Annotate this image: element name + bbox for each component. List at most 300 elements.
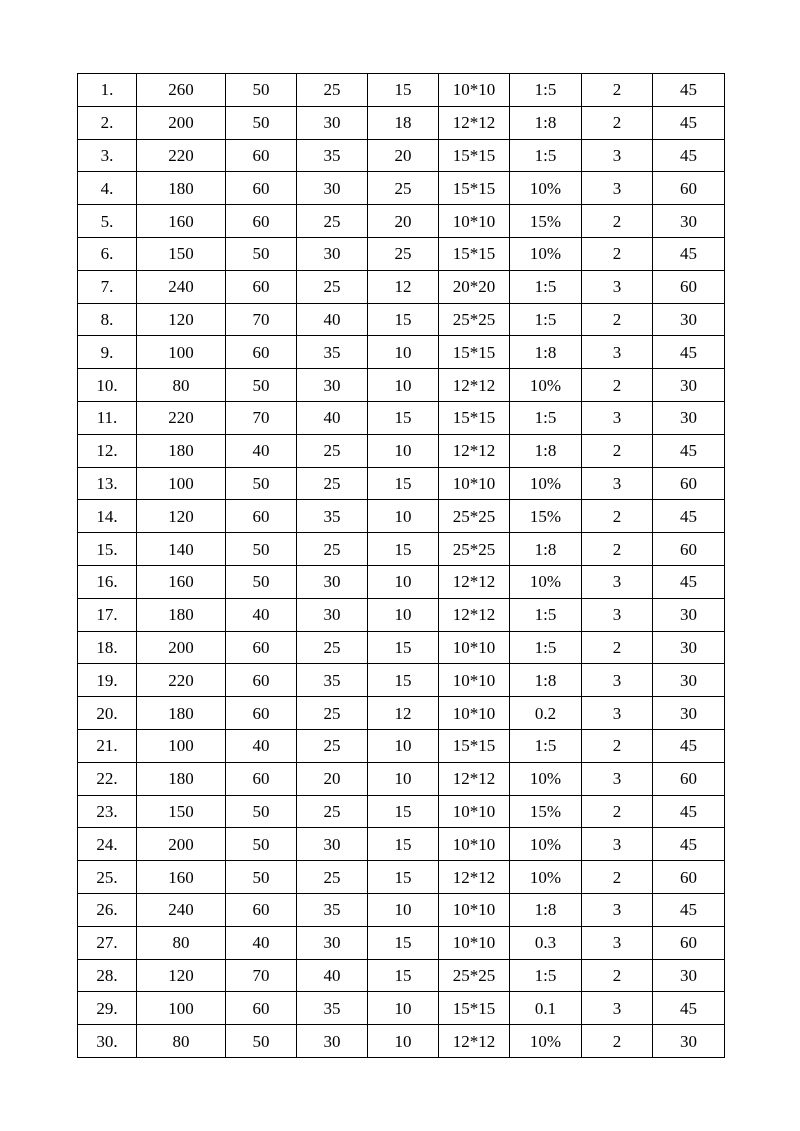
table-cell-col-5: 12 — [368, 270, 439, 303]
table-cell-col-9: 45 — [653, 729, 725, 762]
table-cell-col-4: 25 — [297, 729, 368, 762]
table-cell-col-7: 1:5 — [510, 139, 582, 172]
table-cell-col-7: 10% — [510, 172, 582, 205]
table-cell-col-6: 12*12 — [439, 861, 510, 894]
table-row — [78, 795, 725, 828]
table-cell-col-5: 10 — [368, 762, 439, 795]
table-cell-col-9: 45 — [653, 74, 725, 107]
table-cell-col-3: 60 — [226, 762, 297, 795]
table-cell-col-8: 2 — [582, 959, 653, 992]
table-cell-col-6: 20*20 — [439, 270, 510, 303]
table-cell-col-5: 20 — [368, 205, 439, 238]
table-cell-col-2: 100 — [137, 729, 226, 762]
table-cell-col-8: 2 — [582, 631, 653, 664]
table-cell-col-3: 60 — [226, 664, 297, 697]
table-cell-row-number: 16. — [78, 565, 137, 598]
table-cell-col-2: 180 — [137, 172, 226, 205]
table-row — [78, 434, 725, 467]
table-cell-col-5: 10 — [368, 598, 439, 631]
table-row — [78, 565, 725, 598]
table-cell-col-7: 10% — [510, 237, 582, 270]
table-cell-col-2: 200 — [137, 631, 226, 664]
table-cell-col-6: 12*12 — [439, 1025, 510, 1058]
table-cell-col-8: 2 — [582, 729, 653, 762]
table-cell-col-4: 30 — [297, 369, 368, 402]
data-table — [77, 73, 725, 1058]
table-cell-col-5: 10 — [368, 369, 439, 402]
table-cell-col-7: 1:8 — [510, 106, 582, 139]
table-cell-col-4: 30 — [297, 565, 368, 598]
table-cell-col-7: 0.3 — [510, 926, 582, 959]
table-cell-col-7: 15% — [510, 795, 582, 828]
table-cell-col-4: 25 — [297, 861, 368, 894]
table-cell-col-2: 80 — [137, 926, 226, 959]
table-cell-col-4: 30 — [297, 828, 368, 861]
table-cell-col-3: 40 — [226, 926, 297, 959]
table-cell-col-9: 60 — [653, 467, 725, 500]
table-cell-col-5: 18 — [368, 106, 439, 139]
table-cell-row-number: 29. — [78, 992, 137, 1025]
table-row — [78, 74, 725, 107]
table-cell-col-4: 40 — [297, 959, 368, 992]
table-cell-col-8: 3 — [582, 270, 653, 303]
table-cell-col-3: 50 — [226, 74, 297, 107]
table-cell-col-3: 60 — [226, 500, 297, 533]
table-cell-col-3: 70 — [226, 303, 297, 336]
table-cell-col-8: 3 — [582, 992, 653, 1025]
table-cell-col-6: 10*10 — [439, 664, 510, 697]
table-cell-col-9: 30 — [653, 1025, 725, 1058]
table-cell-col-7: 10% — [510, 369, 582, 402]
table-cell-row-number: 23. — [78, 795, 137, 828]
table-cell-col-6: 15*15 — [439, 237, 510, 270]
table-cell-col-2: 180 — [137, 762, 226, 795]
table-cell-row-number: 10. — [78, 369, 137, 402]
table-cell-col-2: 260 — [137, 74, 226, 107]
table-cell-col-8: 3 — [582, 598, 653, 631]
table-cell-col-9: 30 — [653, 697, 725, 730]
table-cell-row-number: 25. — [78, 861, 137, 894]
table-cell-row-number: 12. — [78, 434, 137, 467]
table-cell-col-8: 2 — [582, 205, 653, 238]
table-cell-col-2: 120 — [137, 303, 226, 336]
table-cell-col-6: 25*25 — [439, 533, 510, 566]
table-row — [78, 861, 725, 894]
table-cell-col-5: 15 — [368, 74, 439, 107]
table-cell-col-2: 200 — [137, 828, 226, 861]
table-cell-row-number: 4. — [78, 172, 137, 205]
table-cell-col-7: 0.1 — [510, 992, 582, 1025]
table-cell-col-4: 35 — [297, 139, 368, 172]
table-cell-col-2: 150 — [137, 795, 226, 828]
table-cell-row-number: 15. — [78, 533, 137, 566]
table-cell-row-number: 13. — [78, 467, 137, 500]
table-cell-row-number: 30. — [78, 1025, 137, 1058]
table-cell-col-8: 2 — [582, 74, 653, 107]
table-cell-col-2: 180 — [137, 434, 226, 467]
table-cell-col-6: 10*10 — [439, 795, 510, 828]
table-row — [78, 664, 725, 697]
table-cell-col-9: 30 — [653, 303, 725, 336]
table-cell-col-7: 10% — [510, 762, 582, 795]
table-cell-col-4: 35 — [297, 336, 368, 369]
table-cell-col-2: 100 — [137, 467, 226, 500]
table-cell-row-number: 22. — [78, 762, 137, 795]
table-cell-col-9: 30 — [653, 631, 725, 664]
table-cell-col-2: 200 — [137, 106, 226, 139]
table-cell-col-5: 15 — [368, 533, 439, 566]
table-cell-col-6: 10*10 — [439, 926, 510, 959]
table-cell-col-8: 2 — [582, 861, 653, 894]
table-cell-col-2: 160 — [137, 861, 226, 894]
table-row — [78, 303, 725, 336]
table-row — [78, 598, 725, 631]
table-cell-col-6: 10*10 — [439, 205, 510, 238]
table-cell-col-8: 3 — [582, 762, 653, 795]
table-cell-col-9: 45 — [653, 139, 725, 172]
table-cell-col-3: 50 — [226, 533, 297, 566]
table-cell-col-2: 240 — [137, 270, 226, 303]
table-cell-col-4: 20 — [297, 762, 368, 795]
table-cell-col-5: 10 — [368, 565, 439, 598]
table-cell-row-number: 11. — [78, 401, 137, 434]
table-cell-col-6: 15*15 — [439, 729, 510, 762]
table-cell-col-9: 60 — [653, 926, 725, 959]
table-cell-row-number: 5. — [78, 205, 137, 238]
table-cell-col-2: 160 — [137, 205, 226, 238]
table-row — [78, 1025, 725, 1058]
table-cell-col-6: 10*10 — [439, 893, 510, 926]
table-cell-col-3: 60 — [226, 205, 297, 238]
table-cell-col-8: 3 — [582, 926, 653, 959]
table-cell-col-3: 50 — [226, 861, 297, 894]
table-cell-row-number: 20. — [78, 697, 137, 730]
table-cell-col-5: 15 — [368, 926, 439, 959]
table-cell-col-5: 15 — [368, 664, 439, 697]
table-row — [78, 992, 725, 1025]
table-cell-col-6: 25*25 — [439, 959, 510, 992]
table-cell-col-9: 60 — [653, 762, 725, 795]
table-cell-row-number: 6. — [78, 237, 137, 270]
table-cell-col-9: 45 — [653, 434, 725, 467]
table-cell-row-number: 2. — [78, 106, 137, 139]
table-cell-col-9: 45 — [653, 500, 725, 533]
table-cell-row-number: 8. — [78, 303, 137, 336]
table-row — [78, 106, 725, 139]
table-cell-col-5: 15 — [368, 401, 439, 434]
table-cell-col-4: 30 — [297, 598, 368, 631]
table-row — [78, 467, 725, 500]
table-cell-col-6: 10*10 — [439, 467, 510, 500]
table-row — [78, 959, 725, 992]
table-cell-col-6: 15*15 — [439, 139, 510, 172]
table-cell-col-7: 1:5 — [510, 303, 582, 336]
table-cell-col-3: 50 — [226, 565, 297, 598]
table-cell-col-3: 60 — [226, 631, 297, 664]
table-cell-col-6: 15*15 — [439, 336, 510, 369]
table-cell-col-7: 1:5 — [510, 74, 582, 107]
table-cell-col-9: 45 — [653, 893, 725, 926]
table-cell-col-5: 25 — [368, 172, 439, 205]
table-cell-col-8: 3 — [582, 467, 653, 500]
table-cell-col-4: 35 — [297, 500, 368, 533]
table-cell-col-4: 30 — [297, 1025, 368, 1058]
table-cell-col-7: 1:5 — [510, 631, 582, 664]
table-cell-row-number: 1. — [78, 74, 137, 107]
table-cell-col-6: 15*15 — [439, 992, 510, 1025]
table-cell-col-3: 40 — [226, 729, 297, 762]
table-cell-col-3: 40 — [226, 434, 297, 467]
table-cell-col-7: 10% — [510, 565, 582, 598]
table-cell-col-6: 25*25 — [439, 303, 510, 336]
table-cell-col-7: 10% — [510, 1025, 582, 1058]
table-cell-col-2: 120 — [137, 959, 226, 992]
table-row — [78, 205, 725, 238]
table-row — [78, 369, 725, 402]
table-cell-col-8: 3 — [582, 336, 653, 369]
table-cell-col-8: 2 — [582, 106, 653, 139]
table-cell-col-3: 50 — [226, 106, 297, 139]
table-cell-col-8: 2 — [582, 237, 653, 270]
table-cell-col-4: 25 — [297, 533, 368, 566]
table-cell-col-3: 60 — [226, 270, 297, 303]
table-cell-col-3: 60 — [226, 992, 297, 1025]
table-row — [78, 697, 725, 730]
table-cell-row-number: 14. — [78, 500, 137, 533]
table-cell-col-9: 45 — [653, 828, 725, 861]
table-cell-col-3: 50 — [226, 467, 297, 500]
table-cell-col-3: 60 — [226, 697, 297, 730]
table-cell-col-2: 100 — [137, 992, 226, 1025]
table-cell-col-2: 220 — [137, 139, 226, 172]
table-cell-col-8: 2 — [582, 500, 653, 533]
table-cell-col-6: 15*15 — [439, 401, 510, 434]
table-cell-col-6: 12*12 — [439, 598, 510, 631]
table-cell-col-9: 45 — [653, 565, 725, 598]
table-cell-col-5: 10 — [368, 893, 439, 926]
table-cell-row-number: 28. — [78, 959, 137, 992]
table-cell-row-number: 17. — [78, 598, 137, 631]
table-cell-col-8: 3 — [582, 893, 653, 926]
table-row — [78, 401, 725, 434]
table-cell-col-4: 25 — [297, 434, 368, 467]
table-cell-col-5: 15 — [368, 795, 439, 828]
table-cell-col-3: 60 — [226, 139, 297, 172]
table-cell-row-number: 9. — [78, 336, 137, 369]
table-cell-col-2: 80 — [137, 1025, 226, 1058]
table-cell-col-5: 25 — [368, 237, 439, 270]
table-cell-col-9: 60 — [653, 270, 725, 303]
table-row — [78, 270, 725, 303]
table-cell-col-3: 50 — [226, 795, 297, 828]
table-cell-row-number: 19. — [78, 664, 137, 697]
table-cell-row-number: 7. — [78, 270, 137, 303]
table-row — [78, 500, 725, 533]
table-cell-col-5: 15 — [368, 467, 439, 500]
table-cell-col-2: 160 — [137, 565, 226, 598]
table-cell-col-8: 2 — [582, 533, 653, 566]
table-cell-col-7: 1:5 — [510, 729, 582, 762]
table-cell-col-9: 60 — [653, 861, 725, 894]
table-cell-col-4: 25 — [297, 74, 368, 107]
table-cell-col-2: 220 — [137, 664, 226, 697]
table-cell-col-5: 15 — [368, 303, 439, 336]
table-cell-col-5: 15 — [368, 631, 439, 664]
table-cell-col-2: 240 — [137, 893, 226, 926]
table-cell-col-5: 10 — [368, 729, 439, 762]
table-cell-col-3: 70 — [226, 401, 297, 434]
table-row — [78, 926, 725, 959]
table-cell-col-4: 35 — [297, 664, 368, 697]
table-cell-col-7: 15% — [510, 205, 582, 238]
table-cell-col-9: 30 — [653, 205, 725, 238]
table-cell-col-2: 180 — [137, 598, 226, 631]
table-cell-col-9: 60 — [653, 533, 725, 566]
table-cell-col-4: 25 — [297, 631, 368, 664]
table-cell-col-8: 3 — [582, 565, 653, 598]
table-cell-col-6: 12*12 — [439, 762, 510, 795]
table-cell-col-8: 2 — [582, 369, 653, 402]
table-cell-row-number: 21. — [78, 729, 137, 762]
table-cell-col-6: 12*12 — [439, 434, 510, 467]
table-cell-col-4: 25 — [297, 697, 368, 730]
table-row — [78, 336, 725, 369]
table-cell-col-7: 1:8 — [510, 664, 582, 697]
table-cell-col-3: 50 — [226, 828, 297, 861]
table-cell-col-8: 3 — [582, 172, 653, 205]
table-cell-col-7: 1:8 — [510, 336, 582, 369]
table-cell-col-6: 25*25 — [439, 500, 510, 533]
table-cell-col-5: 12 — [368, 697, 439, 730]
table-cell-col-9: 45 — [653, 106, 725, 139]
table-cell-col-4: 30 — [297, 106, 368, 139]
table-cell-col-5: 10 — [368, 434, 439, 467]
table-cell-col-4: 30 — [297, 926, 368, 959]
table-cell-col-3: 60 — [226, 336, 297, 369]
table-cell-col-7: 10% — [510, 861, 582, 894]
table-cell-col-3: 40 — [226, 598, 297, 631]
table-cell-col-5: 10 — [368, 992, 439, 1025]
table-cell-col-4: 25 — [297, 795, 368, 828]
table-cell-col-9: 30 — [653, 369, 725, 402]
table-cell-col-3: 70 — [226, 959, 297, 992]
table-cell-col-6: 15*15 — [439, 172, 510, 205]
table-cell-col-7: 15% — [510, 500, 582, 533]
table-cell-col-9: 45 — [653, 237, 725, 270]
table-cell-col-8: 3 — [582, 697, 653, 730]
table-cell-col-5: 20 — [368, 139, 439, 172]
table-cell-col-4: 30 — [297, 172, 368, 205]
table-cell-col-8: 3 — [582, 139, 653, 172]
table-cell-col-6: 10*10 — [439, 631, 510, 664]
table-cell-col-8: 2 — [582, 434, 653, 467]
table-cell-col-7: 1:5 — [510, 959, 582, 992]
table-cell-col-2: 220 — [137, 401, 226, 434]
table-cell-col-4: 30 — [297, 237, 368, 270]
table-cell-col-3: 60 — [226, 893, 297, 926]
table-cell-col-9: 45 — [653, 336, 725, 369]
table-cell-col-2: 140 — [137, 533, 226, 566]
table-cell-col-6: 12*12 — [439, 565, 510, 598]
table-cell-col-2: 120 — [137, 500, 226, 533]
table-cell-col-8: 2 — [582, 1025, 653, 1058]
table-cell-col-7: 10% — [510, 467, 582, 500]
table-cell-col-9: 60 — [653, 172, 725, 205]
table-cell-col-5: 15 — [368, 959, 439, 992]
table-cell-col-4: 25 — [297, 205, 368, 238]
table-cell-col-4: 40 — [297, 401, 368, 434]
table-cell-col-7: 10% — [510, 828, 582, 861]
table-body — [78, 74, 725, 1058]
table-cell-col-9: 45 — [653, 795, 725, 828]
table-cell-col-6: 10*10 — [439, 828, 510, 861]
table-cell-row-number: 26. — [78, 893, 137, 926]
table-cell-col-7: 1:5 — [510, 598, 582, 631]
table-cell-col-8: 3 — [582, 401, 653, 434]
table-cell-col-3: 50 — [226, 1025, 297, 1058]
table-row — [78, 533, 725, 566]
table-cell-col-2: 180 — [137, 697, 226, 730]
table-cell-col-9: 30 — [653, 598, 725, 631]
table-row — [78, 631, 725, 664]
table-cell-col-4: 40 — [297, 303, 368, 336]
table-cell-col-9: 30 — [653, 664, 725, 697]
table-row — [78, 139, 725, 172]
table-cell-col-5: 10 — [368, 500, 439, 533]
table-cell-col-4: 25 — [297, 270, 368, 303]
table-cell-col-5: 15 — [368, 861, 439, 894]
table-cell-row-number: 3. — [78, 139, 137, 172]
table-row — [78, 729, 725, 762]
table-cell-col-4: 25 — [297, 467, 368, 500]
table-cell-col-8: 3 — [582, 664, 653, 697]
table-cell-col-5: 15 — [368, 828, 439, 861]
table-cell-col-6: 10*10 — [439, 74, 510, 107]
table-cell-col-3: 60 — [226, 172, 297, 205]
table-cell-col-6: 12*12 — [439, 106, 510, 139]
table-cell-col-7: 1:5 — [510, 270, 582, 303]
table-cell-row-number: 24. — [78, 828, 137, 861]
table-cell-col-2: 80 — [137, 369, 226, 402]
table-cell-col-7: 1:8 — [510, 434, 582, 467]
table-cell-col-2: 100 — [137, 336, 226, 369]
table-cell-col-5: 10 — [368, 1025, 439, 1058]
table-cell-col-9: 30 — [653, 401, 725, 434]
table-cell-col-3: 50 — [226, 237, 297, 270]
table-row — [78, 172, 725, 205]
table-cell-col-2: 150 — [137, 237, 226, 270]
table-cell-col-7: 0.2 — [510, 697, 582, 730]
table-cell-col-8: 3 — [582, 828, 653, 861]
table-cell-row-number: 27. — [78, 926, 137, 959]
table-row — [78, 828, 725, 861]
table-cell-col-4: 35 — [297, 893, 368, 926]
table-cell-col-5: 10 — [368, 336, 439, 369]
table-row — [78, 237, 725, 270]
table-cell-row-number: 18. — [78, 631, 137, 664]
table-cell-col-6: 12*12 — [439, 369, 510, 402]
table-cell-col-6: 10*10 — [439, 697, 510, 730]
table-cell-col-8: 2 — [582, 795, 653, 828]
table-cell-col-9: 30 — [653, 959, 725, 992]
table-cell-col-4: 35 — [297, 992, 368, 1025]
table-cell-col-3: 50 — [226, 369, 297, 402]
table-cell-col-8: 2 — [582, 303, 653, 336]
table-row — [78, 762, 725, 795]
table-cell-col-7: 1:5 — [510, 401, 582, 434]
table-cell-col-7: 1:8 — [510, 533, 582, 566]
table-cell-col-7: 1:8 — [510, 893, 582, 926]
